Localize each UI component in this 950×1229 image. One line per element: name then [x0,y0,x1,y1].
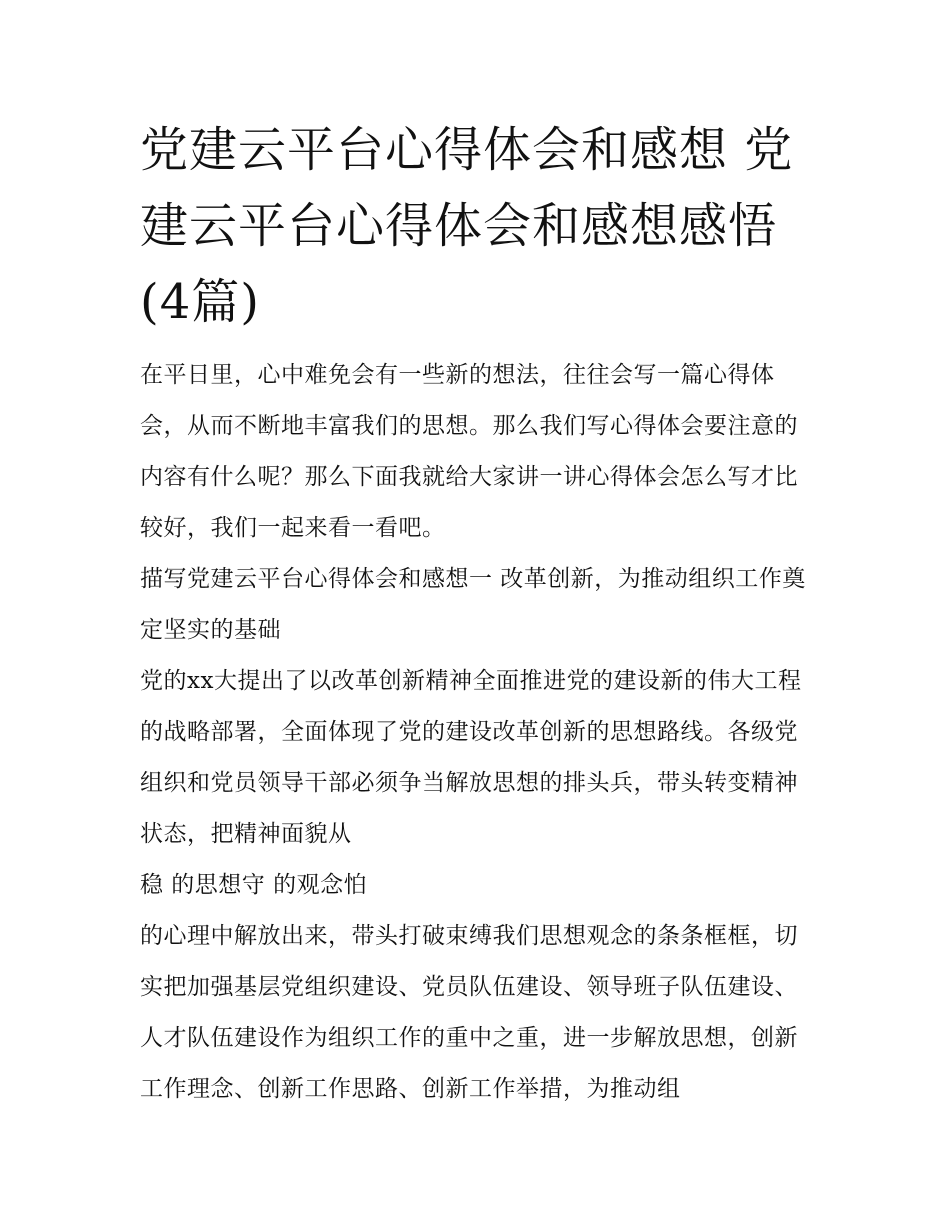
paragraph-intro: 在平日里，心中难免会有一些新的想法，往往会写一篇心得体会，从而不断地丰富我们的思想。那么我们写心得体会要注意的内容有什么呢？那么下面我就给大家讲一讲心得体会怎么写才比较好，我们一起来看一看吧。 [140,362,798,541]
document-title: 党建云平台心得体会和感想 党建云平台心得体会和感想感悟(4篇) [140,122,794,330]
paragraph-body-2: 的心理中解放出来，带头打破束缚我们思想观念的条条框框，切实把加强基层党组织建设、党员队伍建设、领导班子队伍建设、人才队伍建设作为组织工作的重中之重，进一步解放思想，创新工作理念、创新工作思路、创新工作举措，为推动组 [140,923,798,1102]
document-page [140,112,812,1115]
paragraph-fragment: 稳 的思想守 的观念怕 [140,872,368,898]
paragraph-section-heading: 描写党建云平台心得体会和感想一 改革创新，为推动组织工作奠定坚实的基础 [140,566,806,643]
paragraph-body-1: 党的xx大提出了以改革创新精神全面推进党的建设新的伟大工程的战略部署，全面体现了党的建设改革创新的思想路线。各级党组织和党员领导干部必须争当解放思想的排头兵，带头转变精神状态，把精神面貌从 [140,668,802,847]
